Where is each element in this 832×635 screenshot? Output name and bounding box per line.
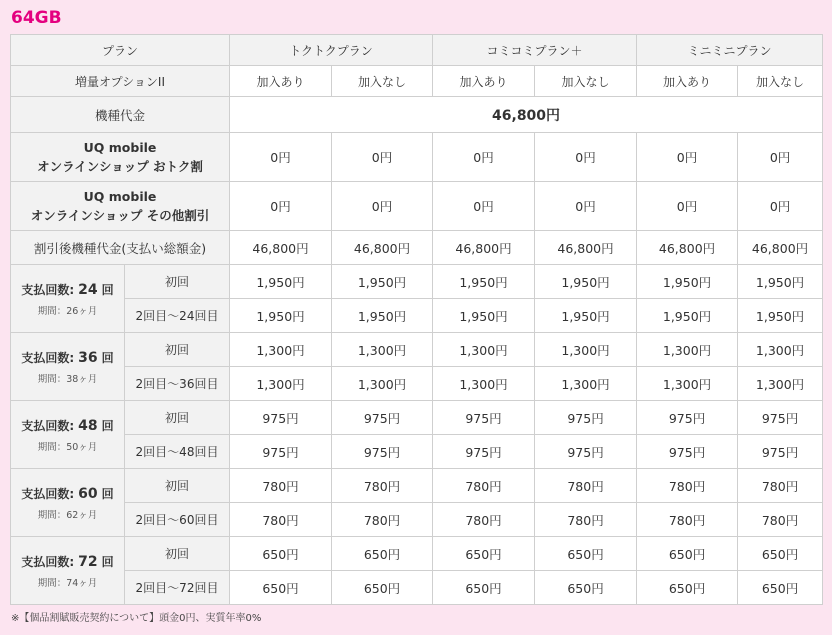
installment-rest-value: 650円 — [637, 571, 738, 605]
installment-period: 期間：50ヶ月 — [37, 441, 98, 453]
option-value: 加入なし — [332, 66, 433, 97]
installment-first-value: 780円 — [433, 469, 535, 503]
option-value: 加入なし — [738, 66, 823, 97]
installment-first-value: 975円 — [535, 401, 637, 435]
installment-first-value: 1,300円 — [332, 333, 433, 367]
option-label: 増量オプションII — [11, 66, 230, 97]
discount-label-line2: オンラインショップ おトク割 — [37, 159, 203, 174]
installment-first-row — [11, 537, 823, 571]
option-header-row — [11, 66, 823, 97]
installment-rest-label: 2回目〜72回目 — [125, 571, 230, 605]
installment-rest-value: 780円 — [637, 503, 738, 537]
installment-rest-value: 650円 — [433, 571, 535, 605]
installment-first-value: 1,300円 — [433, 333, 535, 367]
installment-first-value: 1,300円 — [738, 333, 823, 367]
installment-prefix: 支払回数: — [21, 418, 75, 433]
installment-first-value: 780円 — [535, 469, 637, 503]
discount-value: 0円 — [332, 182, 433, 231]
installment-first-label: 初回 — [125, 333, 230, 367]
installment-rest-value: 975円 — [738, 435, 823, 469]
installment-period: 期間：62ヶ月 — [37, 509, 98, 521]
discounted-price-value: 46,800円 — [230, 231, 332, 265]
option-value: 加入あり — [637, 66, 738, 97]
footnote: ※【個品割賦販売契約について】頭金0円、実質年率0% — [11, 613, 262, 624]
installment-count: 48 — [78, 417, 98, 434]
installment-rest-value: 975円 — [535, 435, 637, 469]
plan-name-minimini: ミニミニプラン — [637, 35, 823, 66]
installment-count-label — [11, 537, 125, 605]
installment-rest-value: 780円 — [535, 503, 637, 537]
installment-first-row — [11, 333, 823, 367]
installment-prefix: 支払回数: — [21, 282, 75, 297]
installment-first-value: 780円 — [738, 469, 823, 503]
discount-value: 0円 — [535, 182, 637, 231]
installment-rest-value: 780円 — [738, 503, 823, 537]
installment-count-line — [11, 485, 124, 502]
installment-rest-value: 1,950円 — [332, 299, 433, 333]
installment-first-value: 650円 — [738, 537, 823, 571]
installment-first-value: 975円 — [230, 401, 332, 435]
installment-rest-row — [11, 435, 823, 469]
installment-count-line — [11, 281, 124, 298]
installment-rest-row — [11, 367, 823, 401]
option-value: 加入あり — [230, 66, 332, 97]
plan-name-tokutoku: トクトクプラン — [230, 35, 433, 66]
discount-label-line1: UQ mobile — [83, 189, 157, 204]
installment-count-line — [11, 553, 124, 570]
discount-row — [11, 182, 823, 231]
installment-first-value: 780円 — [332, 469, 433, 503]
installment-first-value: 975円 — [332, 401, 433, 435]
installment-count-label — [11, 333, 125, 401]
installment-rest-row — [11, 503, 823, 537]
installment-rest-value: 1,300円 — [738, 367, 823, 401]
installment-prefix: 支払回数: — [21, 554, 75, 569]
installment-first-value: 650円 — [637, 537, 738, 571]
discounted-price-value: 46,800円 — [738, 231, 823, 265]
installment-rest-value: 1,300円 — [332, 367, 433, 401]
discount-row — [11, 133, 823, 182]
installment-rest-value: 1,950円 — [738, 299, 823, 333]
installment-rest-label: 2回目〜36回目 — [125, 367, 230, 401]
installment-first-value: 650円 — [433, 537, 535, 571]
installment-suffix: 回 — [101, 350, 114, 365]
installment-first-value: 1,950円 — [738, 265, 823, 299]
installment-rest-value: 1,950円 — [535, 299, 637, 333]
installment-rest-label: 2回目〜48回目 — [125, 435, 230, 469]
installment-prefix: 支払回数: — [21, 486, 75, 501]
installment-first-row — [11, 265, 823, 299]
installment-first-label: 初回 — [125, 469, 230, 503]
installment-first-value: 975円 — [637, 401, 738, 435]
discounted-price-value: 46,800円 — [332, 231, 433, 265]
installment-first-value: 975円 — [433, 401, 535, 435]
installment-rest-label: 2回目〜24回目 — [125, 299, 230, 333]
installment-first-value: 1,950円 — [230, 265, 332, 299]
installment-rest-value: 1,300円 — [230, 367, 332, 401]
installment-count: 24 — [78, 281, 98, 298]
discounted-price-value: 46,800円 — [535, 231, 637, 265]
installment-rest-label: 2回目〜60回目 — [125, 503, 230, 537]
discounted-price-value: 46,800円 — [637, 231, 738, 265]
device-price-label: 機種代金 — [11, 97, 230, 133]
discount-value: 0円 — [230, 133, 332, 182]
installment-suffix: 回 — [101, 418, 114, 433]
discounted-price-label: 割引後機種代金(支払い総額金) — [11, 231, 230, 265]
device-price-value: 46,800円 — [230, 97, 823, 133]
installment-period: 期間：26ヶ月 — [37, 305, 98, 317]
installment-rest-value: 975円 — [230, 435, 332, 469]
installment-first-value: 650円 — [535, 537, 637, 571]
installment-count: 60 — [78, 485, 98, 502]
installment-first-value: 780円 — [637, 469, 738, 503]
installment-first-value: 1,950円 — [637, 265, 738, 299]
installment-rest-value: 975円 — [637, 435, 738, 469]
installment-count-label — [11, 265, 125, 333]
installment-first-row — [11, 469, 823, 503]
installment-first-label: 初回 — [125, 401, 230, 435]
installment-suffix: 回 — [101, 486, 114, 501]
installment-rest-value: 780円 — [332, 503, 433, 537]
installment-first-value: 780円 — [230, 469, 332, 503]
installment-period: 期間：74ヶ月 — [37, 577, 98, 589]
plan-header-row — [11, 35, 823, 66]
installment-count-label — [11, 401, 125, 469]
installment-count-line — [11, 417, 124, 434]
installment-first-value: 1,950円 — [332, 265, 433, 299]
installment-first-label: 初回 — [125, 537, 230, 571]
plan-label: プラン — [11, 35, 230, 66]
installment-first-label: 初回 — [125, 265, 230, 299]
discount-value: 0円 — [637, 182, 738, 231]
discount-value: 0円 — [332, 133, 433, 182]
installment-rest-value: 1,950円 — [637, 299, 738, 333]
installment-rest-row — [11, 299, 823, 333]
page-title: 64GB — [11, 8, 62, 28]
installment-prefix: 支払回数: — [21, 350, 75, 365]
installment-rest-value: 780円 — [433, 503, 535, 537]
discount-value: 0円 — [738, 133, 823, 182]
installment-rest-value: 650円 — [230, 571, 332, 605]
installment-rest-value: 650円 — [535, 571, 637, 605]
price-table-body — [11, 35, 823, 605]
installment-count: 36 — [78, 349, 98, 366]
installment-first-row — [11, 401, 823, 435]
installment-period: 期間：38ヶ月 — [37, 373, 98, 385]
installment-rest-value: 650円 — [738, 571, 823, 605]
installment-count-label — [11, 469, 125, 537]
installment-count: 72 — [78, 553, 98, 570]
price-table — [10, 34, 823, 605]
discount-value: 0円 — [637, 133, 738, 182]
installment-rest-value: 1,950円 — [433, 299, 535, 333]
installment-suffix: 回 — [101, 554, 114, 569]
option-value: 加入あり — [433, 66, 535, 97]
installment-rest-value: 975円 — [332, 435, 433, 469]
installment-count-line — [11, 349, 124, 366]
plan-name-komikomi: コミコミプラン＋ — [433, 35, 637, 66]
installment-first-value: 1,300円 — [230, 333, 332, 367]
discounted-price-value: 46,800円 — [433, 231, 535, 265]
installment-rest-value: 1,300円 — [637, 367, 738, 401]
discount-value: 0円 — [433, 133, 535, 182]
installment-rest-value: 975円 — [433, 435, 535, 469]
discount-label — [11, 182, 230, 231]
installment-rest-value: 1,950円 — [230, 299, 332, 333]
installment-first-value: 650円 — [230, 537, 332, 571]
discount-label-line2: オンラインショップ その他割引 — [30, 208, 210, 223]
installment-rest-value: 650円 — [332, 571, 433, 605]
installment-rest-row — [11, 571, 823, 605]
discount-value: 0円 — [535, 133, 637, 182]
installment-first-value: 975円 — [738, 401, 823, 435]
installment-first-value: 650円 — [332, 537, 433, 571]
installment-rest-value: 1,300円 — [535, 367, 637, 401]
installment-first-value: 1,300円 — [535, 333, 637, 367]
installment-first-value: 1,950円 — [433, 265, 535, 299]
installment-suffix: 回 — [101, 282, 114, 297]
discount-label — [11, 133, 230, 182]
discount-value: 0円 — [230, 182, 332, 231]
option-value: 加入なし — [535, 66, 637, 97]
installment-first-value: 1,950円 — [535, 265, 637, 299]
installment-rest-value: 1,300円 — [433, 367, 535, 401]
installment-rest-value: 780円 — [230, 503, 332, 537]
discounted-price-row — [11, 231, 823, 265]
discount-label-line1: UQ mobile — [83, 140, 157, 155]
installment-first-value: 1,300円 — [637, 333, 738, 367]
device-price-row — [11, 97, 823, 133]
discount-value: 0円 — [738, 182, 823, 231]
discount-value: 0円 — [433, 182, 535, 231]
